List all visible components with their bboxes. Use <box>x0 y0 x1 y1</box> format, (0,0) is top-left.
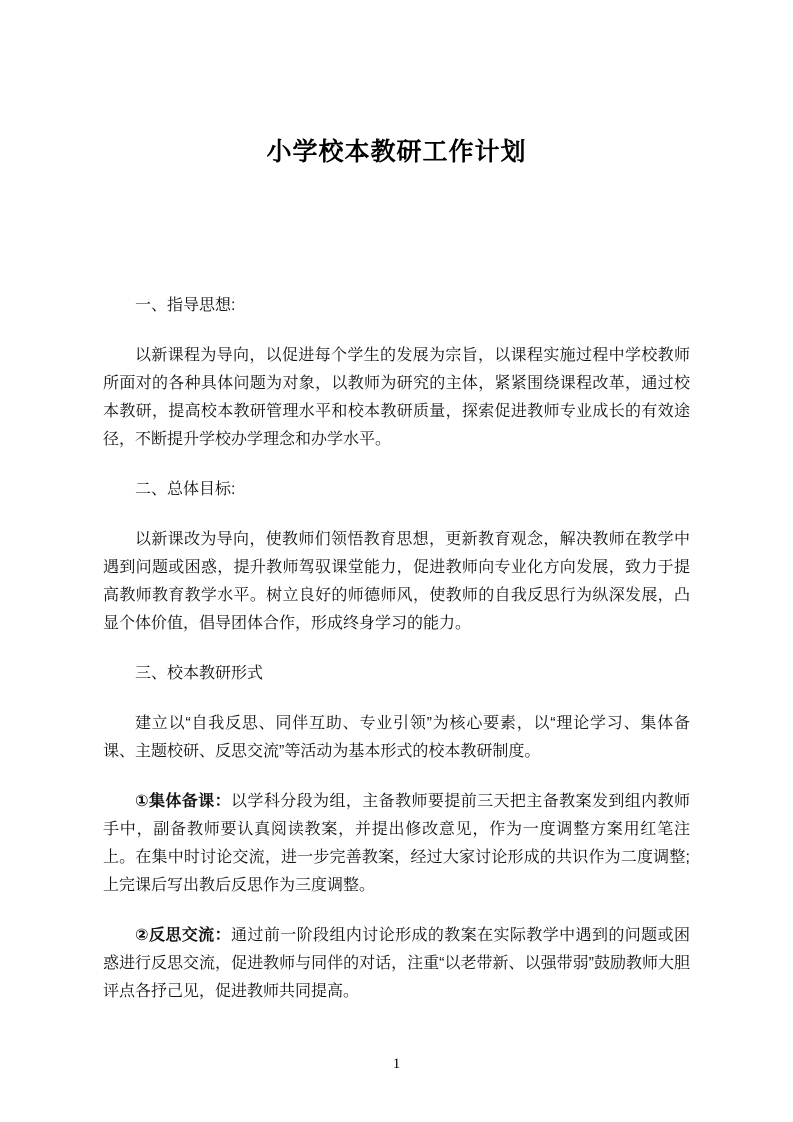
paragraph-text: 建立以“自我反思、同伴互助、专业引领”为核心要素，以“理论学习、集体备课、主题校研、反思交流”等活动为基本形式的校本教研制度。 <box>103 715 690 760</box>
section-heading-overall-goals: 二、总体目标: <box>135 481 236 498</box>
paragraph-label: ②反思交流： <box>135 927 231 944</box>
document-title: 小学校本教研工作计划 <box>266 138 527 166</box>
document-body <box>103 292 690 1006</box>
paragraph-collective-lesson-prep <box>103 788 690 900</box>
paragraph <box>103 342 690 454</box>
page-number: 1 <box>392 1056 401 1072</box>
section-heading-guiding-ideology: 一、指导思想: <box>135 297 236 314</box>
paragraph-text: 通过前一阶段组内讨论形成的教案在实际教学中遇到的问题或困惑进行反思交流，促进教师与同伴的对话，注重“以老带新、以强带弱”鼓励教师大胆评点各抒己见，促进教师共同提高。 <box>103 927 690 1000</box>
paragraph-text: 以新课程为导向，以促进每个学生的发展为宗旨，以课程实施过程中学校教师所面对的各种具体问题为对象，以教师为研究的主体，紧紧围绕课程改革，通过校本教研，提高校本教研管理水平和校本教研质量，探索促进教师专业成长的有效途径，不断提升学校办学理念和办学水平。 <box>103 347 690 448</box>
section-heading-research-forms: 三、校本教研形式 <box>135 665 264 682</box>
paragraph-reflection-exchange <box>103 922 690 1006</box>
paragraph <box>103 526 690 638</box>
paragraph <box>103 710 690 766</box>
paragraph-text: 以学科分段为组，主备教师要提前三天把主备教案发到组内教师手中，副备教师要认真阅读教案，并提出修改意见，作为一度调整方案用红笔注上。在集中时讨论交流，进一步完善教案，经过大家讨论形成的共识作为二度调整;上完课后写出教后反思作为三度调整。 <box>103 793 690 894</box>
paragraph-label: ①集体备课： <box>135 793 231 810</box>
paragraph-text: 以新课改为导向，使教师们领悟教育思想，更新教育观念，解决教师在教学中遇到问题或困惑，提升教师驾驭课堂能力，促进教师向专业化方向发展，致力于提高教师教育教学水平。树立良好的师德师风，使教师的自我反思行为纵深发展，凸显个体价值，倡导团体合作，形成终身学习的能力。 <box>103 531 690 632</box>
